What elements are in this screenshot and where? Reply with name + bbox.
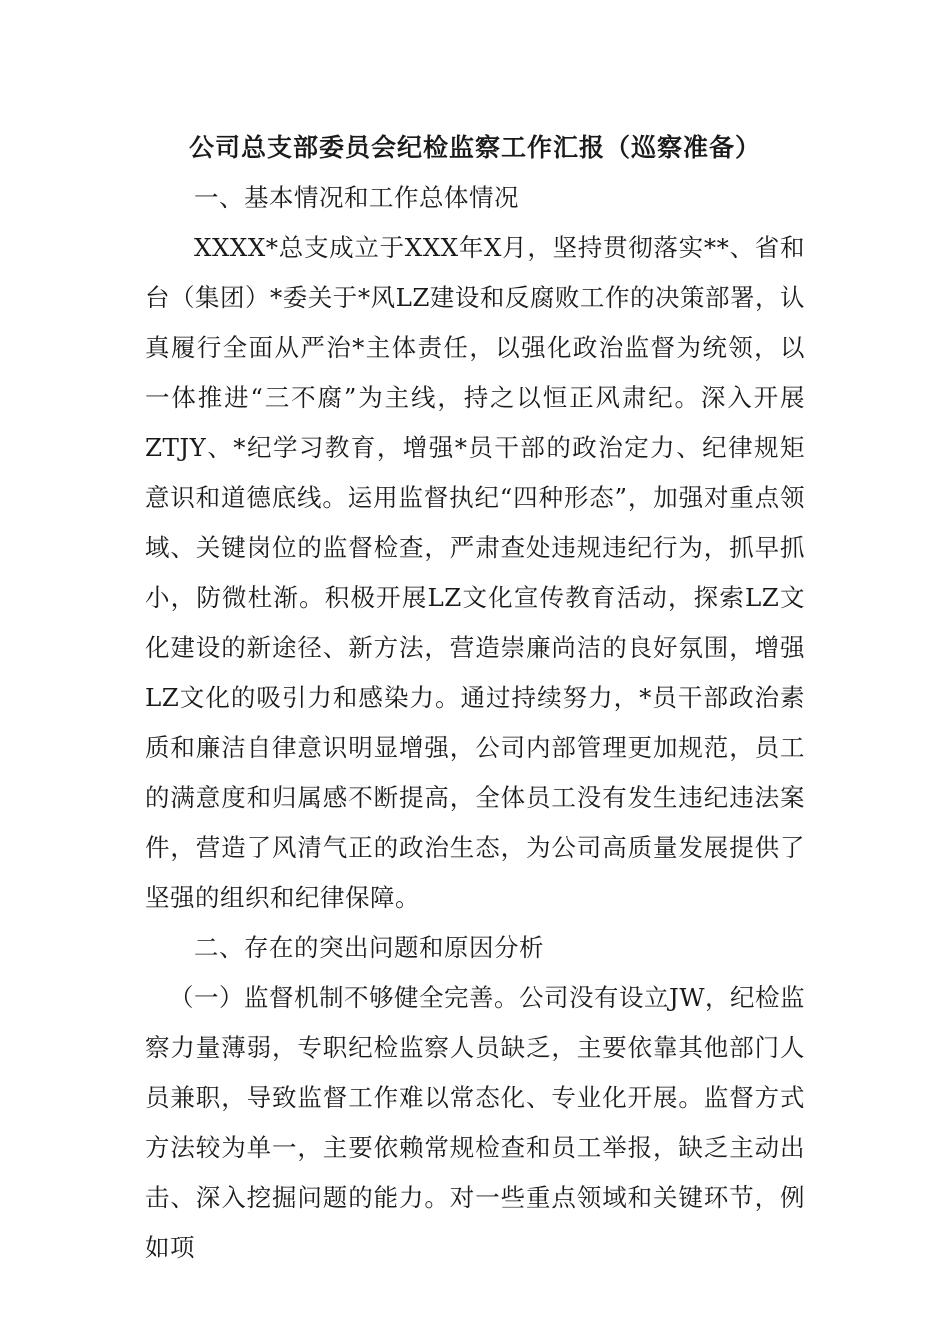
- document-title: 公司总支部委员会纪检监察工作汇报（巡察准备）: [188, 133, 761, 162]
- document-body: [145, 173, 805, 1273]
- section-2-item-1: （一）监督机制不够健全完善。公司没有设立JW，纪检监察力量薄弱，专职纪检监察人员缺乏，主要依靠其他部门人员兼职，导致监督工作难以常态化、专业化开展。监督方式方法较为单一，主要依赖常规检查和员工举报，缺乏主动出击、深入挖掘问题的能力。对一些重点领域和关键环节，例如项: [145, 983, 806, 1262]
- section-1-heading: 一、基本情况和工作总体情况: [194, 183, 519, 212]
- section-2-heading: 二、存在的突出问题和原因分析: [194, 933, 544, 962]
- section-1-paragraph: XXXX*总支成立于XXX年X月，坚持贯彻落实**、省和台（集团）*委关于*风LZ建设和反腐败工作的决策部署，认真履行全面从严治*主体责任，以强化政治监督为统领，以一体推进“三不腐”为主线，持之以恒正风肃纪。深入开展ZTJY、*纪学习教育，增强*员干部的政治定力、纪律规矩意识和道德底线。运用监督执纪“四种形态”，加强对重点领域、关键岗位的监督检查，严肃查处违规违纪行为，抓早抓小，防微杜渐。积极开展LZ文化宣传教育活动，探索LZ文化建设的新途径、新方法，营造崇廉尚洁的良好氛围，增强LZ文化的吸引力和感染力。通过持续努力，*员干部政治素质和廉洁自律意识明显增强，公司内部管理更加规范，员工的满意度和归属感不断提高，全体员工没有发生违纪违法案件，营造了风清气正的政治生态，为公司高质量发展提供了坚强的组织和纪律保障。: [145, 233, 805, 912]
